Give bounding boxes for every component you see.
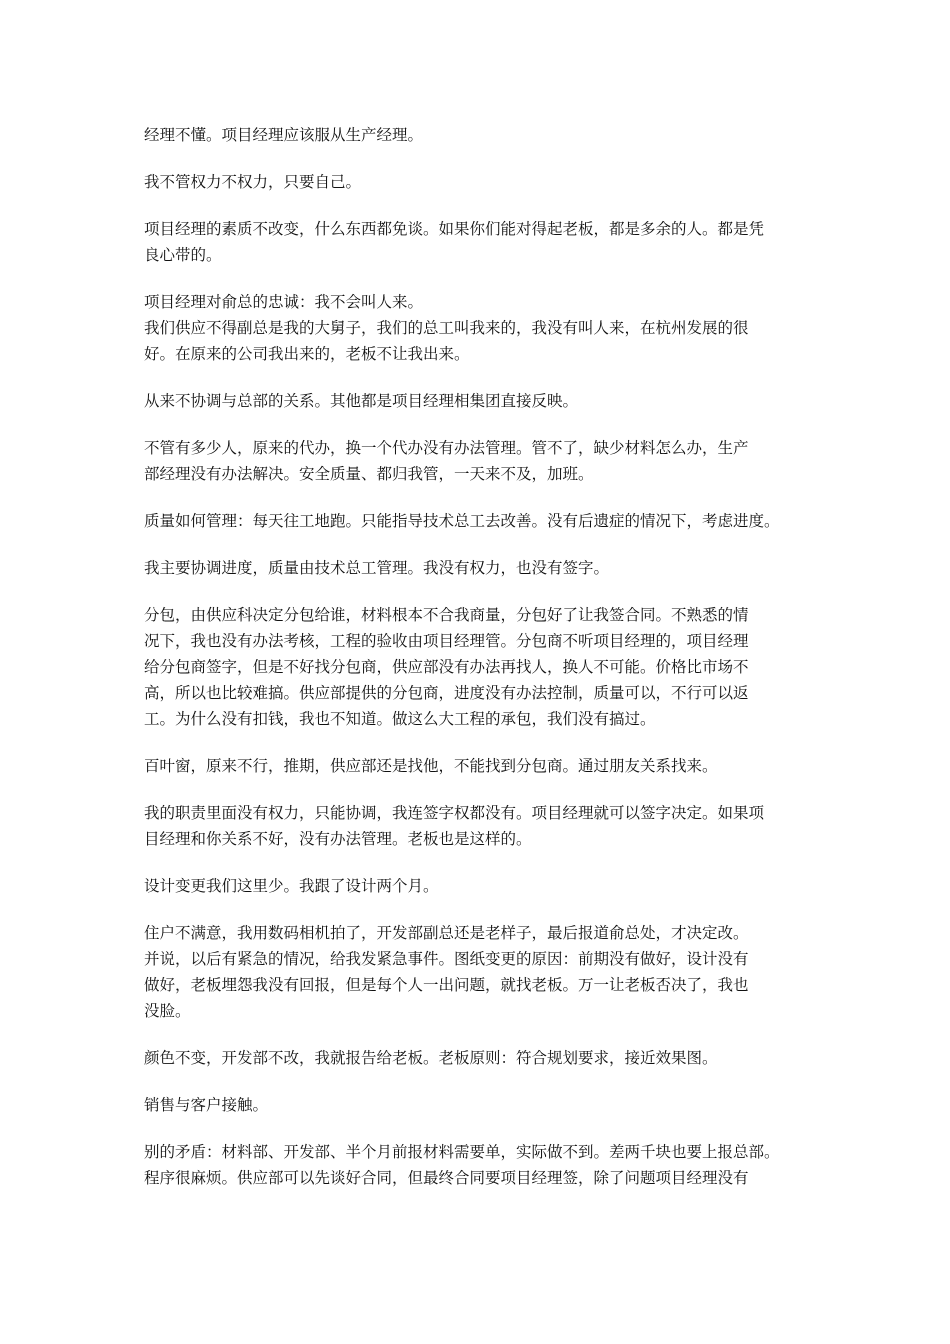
text-line: 项目经理对俞总的忠诚：我不会叫人来。 [144, 293, 424, 311]
text-line: 做好，老板埋怨我没有回报，但是每个人一出问题，就找老板。万一让老板否决了，我也 [144, 976, 749, 994]
text-line: 销售与客户接触。 [144, 1096, 269, 1114]
text-line: 从来不协调与总部的关系。其他都是项目经理相集团直接反映。 [144, 392, 579, 410]
text-line: 部经理没有办法解决。安全质量、都归我管，一天来不及，加班。 [144, 465, 594, 483]
text-line: 我们供应不得副总是我的大舅子，我们的总工叫我来的，我没有叫人来，在杭州发展的很 [144, 319, 749, 337]
paragraph [144, 216, 820, 268]
text-line: 目经理和你关系不好，没有办法管理。老板也是这样的。 [144, 830, 532, 848]
paragraph [144, 1092, 820, 1118]
text-line: 程序很麻烦。供应部可以先谈好合同，但最终合同要项目经理签，除了问题项目经理没有 [144, 1169, 749, 1187]
text-line: 没脸。 [144, 1002, 191, 1020]
text-line: 好。在原来的公司我出来的，老板不让我出来。 [144, 345, 470, 363]
paragraph [144, 388, 820, 414]
text-line: 不管有多少人，原来的代办，换一个代办没有办法管理。管不了，缺少材料怎么办，生产 [144, 439, 749, 457]
text-line: 并说，以后有紧急的情况，给我发紧急事件。图纸变更的原因：前期没有做好，设计没有 [144, 950, 749, 968]
text-line: 百叶窗，原来不行，推期，供应部还是找他，不能找到分包商。通过朋友关系找来。 [144, 757, 718, 775]
paragraph [144, 1045, 820, 1071]
text-line: 设计变更我们这里少。我跟了设计两个月。 [144, 877, 439, 895]
paragraph [144, 435, 820, 487]
text-line: 质量如何管理：每天往工地跑。只能指导技术总工去改善。没有后遗症的情况下，考虑进度。 [144, 512, 780, 530]
text-line: 别的矛盾：材料部、开发部、半个月前报材料需要单，实际做不到。差两千块也要上报总部。 [144, 1143, 780, 1161]
paragraph [144, 753, 820, 779]
paragraph [144, 602, 820, 732]
text-line: 工。为什么没有扣钱，我也不知道。做这么大工程的承包，我们没有搞过。 [144, 710, 656, 728]
text-line: 良心带的。 [144, 246, 222, 264]
paragraph [144, 873, 820, 899]
paragraph [144, 508, 820, 534]
paragraph [144, 169, 820, 195]
text-line: 我不管权力不权力，只要自己。 [144, 173, 362, 191]
text-line: 颜色不变，开发部不改，我就报告给老板。老板原则：符合规划要求，接近效果图。 [144, 1049, 718, 1067]
paragraph [144, 555, 820, 581]
document-body [144, 122, 820, 1212]
text-line: 高，所以也比较难搞。供应部提供的分包商，进度没有办法控制，质量可以，不行可以返 [144, 684, 749, 702]
paragraph [144, 1139, 820, 1191]
text-line: 给分包商签字，但是不好找分包商，供应部没有办法再找人，换人不可能。价格比市场不 [144, 658, 749, 676]
text-line: 我的职责里面没有权力，只能协调，我连签字权都没有。项目经理就可以签字决定。如果项 [144, 804, 765, 822]
paragraph [144, 289, 820, 367]
paragraph [144, 122, 820, 148]
text-line: 项目经理的素质不改变，什么东西都免谈。如果你们能对得起老板，都是多余的人。都是凭 [144, 220, 765, 238]
paragraph [144, 920, 820, 1024]
paragraph [144, 800, 820, 852]
text-line: 分包，由供应科决定分包给谁，材料根本不合我商量，分包好了让我签合同。不熟悉的情 [144, 606, 749, 624]
text-line: 况下，我也没有办法考核，工程的验收由项目经理管。分包商不听项目经理的，项目经理 [144, 632, 749, 650]
text-line: 我主要协调进度，质量由技术总工管理。我没有权力，也没有签字。 [144, 559, 610, 577]
text-line: 住户不满意，我用数码相机拍了，开发部副总还是老样子，最后报道俞总处，才决定改。 [144, 924, 749, 942]
text-line: 经理不懂。项目经理应该服从生产经理。 [144, 126, 424, 144]
